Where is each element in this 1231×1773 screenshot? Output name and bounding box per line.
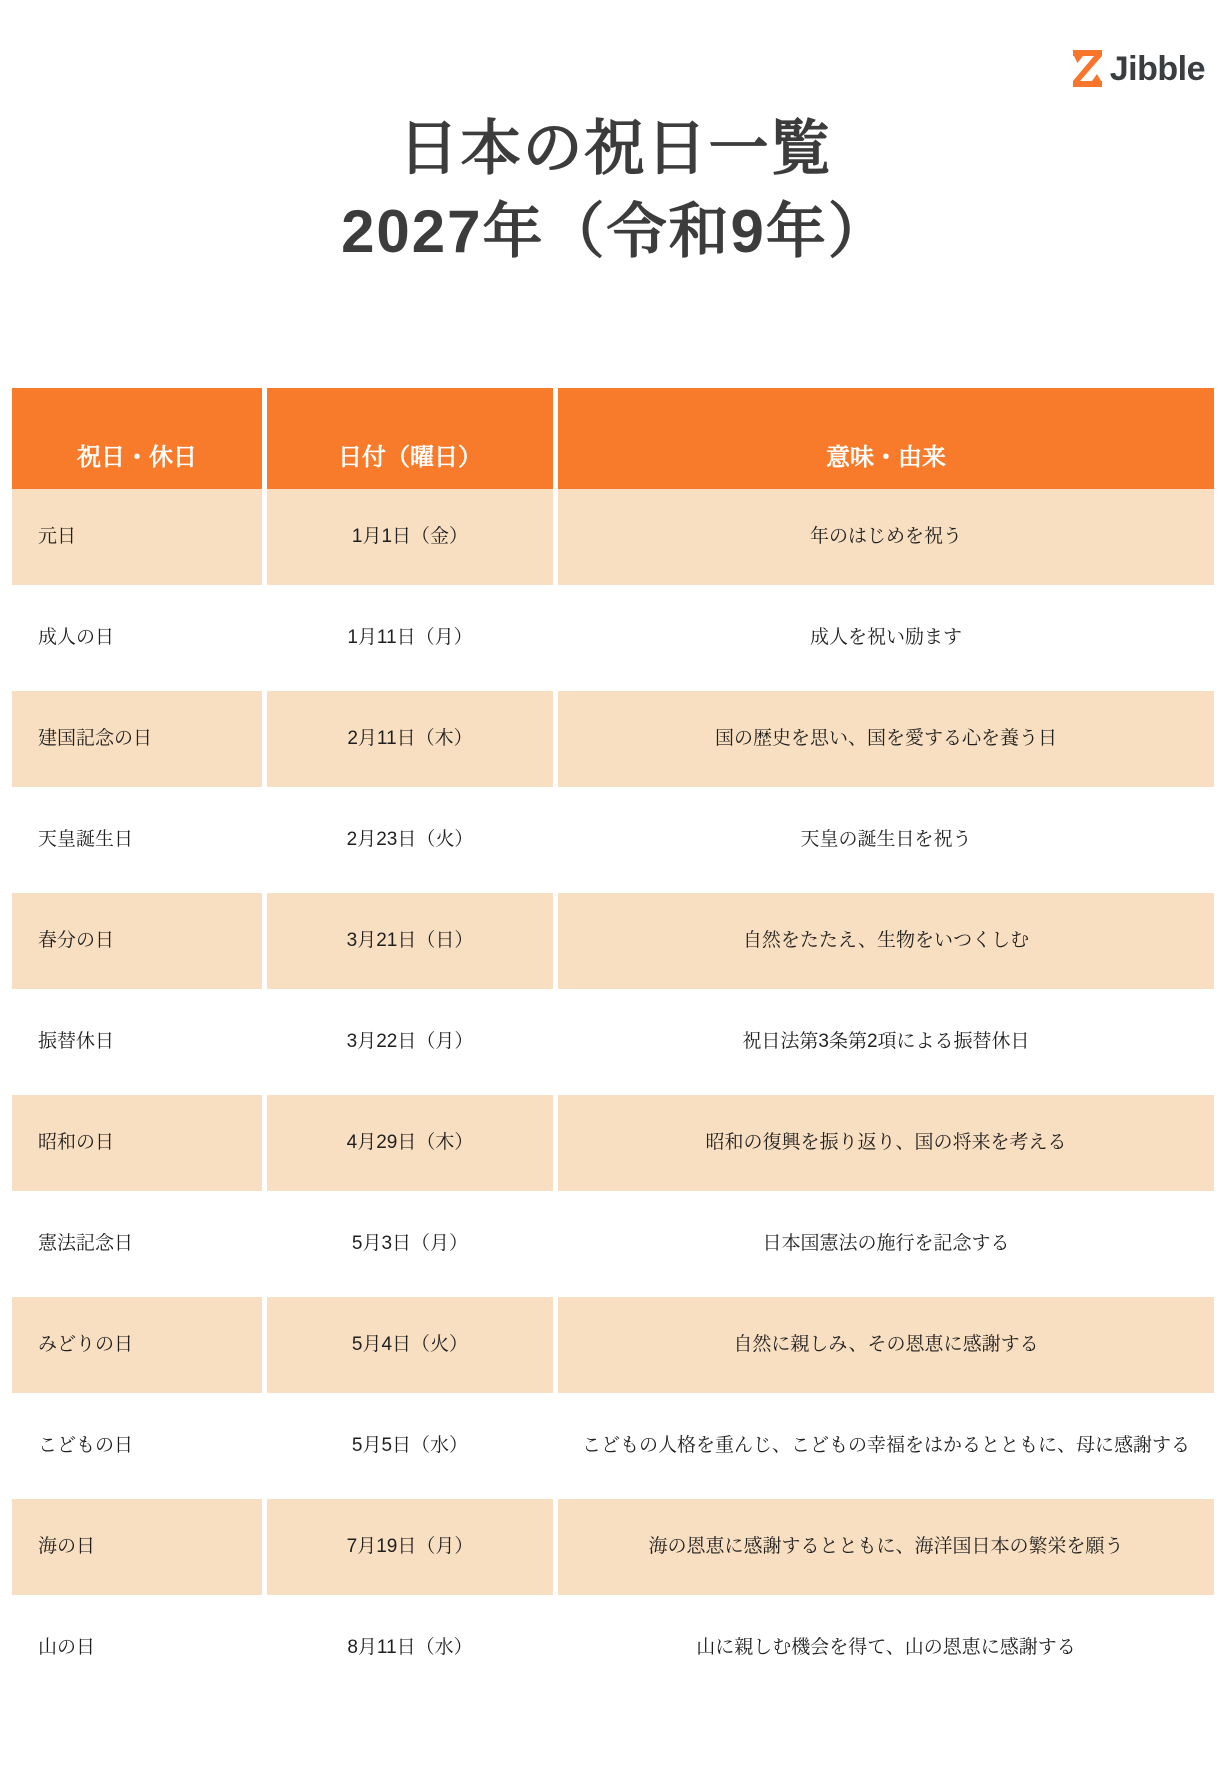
holiday-name-cell: 昭和の日 xyxy=(12,1095,262,1191)
holiday-name-cell: 憲法記念日 xyxy=(12,1196,262,1292)
holiday-name-cell: 山の日 xyxy=(12,1600,262,1696)
date-cell: 5月4日（火） xyxy=(267,1297,553,1393)
date-cell: 3月21日（日） xyxy=(267,893,553,989)
date-cell: 2月23日（火） xyxy=(267,792,553,888)
meaning-cell: 祝日法第3条第2項による振替休日 xyxy=(558,994,1214,1090)
meaning-cell: 自然をたたえ、生物をいつくしむ xyxy=(558,893,1214,989)
holiday-name-cell: 成人の日 xyxy=(12,590,262,686)
jibble-logo xyxy=(1073,50,1205,87)
page-title-line1: 日本の祝日一覧 xyxy=(398,115,833,182)
meaning-cell: 年のはじめを祝う xyxy=(558,489,1214,585)
logo-text: Jibble xyxy=(1109,49,1205,88)
hourglass-icon xyxy=(1073,50,1102,87)
meaning-cell: こどもの人格を重んじ、こどもの幸福をはかるとともに、母に感謝する xyxy=(558,1398,1214,1494)
date-cell: 5月3日（月） xyxy=(267,1196,553,1292)
meaning-cell: 昭和の復興を振り返り、国の将来を考える xyxy=(558,1095,1214,1191)
holiday-name-cell: こどもの日 xyxy=(12,1398,262,1494)
holiday-name-cell: 元日 xyxy=(12,489,262,585)
meaning-cell: 海の恩恵に感謝するとともに、海洋国日本の繁栄を願う xyxy=(558,1499,1214,1595)
meaning-cell: 山に親しむ機会を得て、山の恩恵に感謝する xyxy=(558,1600,1214,1696)
meaning-cell: 成人を祝い励ます xyxy=(558,590,1214,686)
date-cell: 7月19日（月） xyxy=(267,1499,553,1595)
date-cell: 2月11日（木） xyxy=(267,691,553,787)
page-title-line2: 2027年（令和9年） xyxy=(341,197,890,265)
meaning-cell: 天皇の誕生日を祝う xyxy=(558,792,1214,888)
date-cell: 3月22日（月） xyxy=(267,994,553,1090)
holiday-name-cell: みどりの日 xyxy=(12,1297,262,1393)
column-header-holiday: 祝日・休日 xyxy=(12,388,262,520)
page-title xyxy=(0,108,1231,274)
date-cell: 5月5日（水） xyxy=(267,1398,553,1494)
meaning-cell: 国の歴史を思い、国を愛する心を養う日 xyxy=(558,691,1214,787)
date-cell: 1月1日（金） xyxy=(267,489,553,585)
date-cell: 8月11日（水） xyxy=(267,1600,553,1696)
holiday-name-cell: 天皇誕生日 xyxy=(12,792,262,888)
date-cell: 1月11日（月） xyxy=(267,590,553,686)
date-cell: 4月29日（木） xyxy=(267,1095,553,1191)
holiday-name-cell: 海の日 xyxy=(12,1499,262,1595)
meaning-cell: 日本国憲法の施行を記念する xyxy=(558,1196,1214,1292)
holiday-table xyxy=(12,388,1214,1696)
meaning-cell: 自然に親しみ、その恩恵に感謝する xyxy=(558,1297,1214,1393)
holiday-name-cell: 春分の日 xyxy=(12,893,262,989)
column-header-meaning: 意味・由来 xyxy=(558,388,1214,520)
holiday-name-cell: 建国記念の日 xyxy=(12,691,262,787)
holiday-name-cell: 振替休日 xyxy=(12,994,262,1090)
column-header-date: 日付（曜日） xyxy=(267,388,553,520)
